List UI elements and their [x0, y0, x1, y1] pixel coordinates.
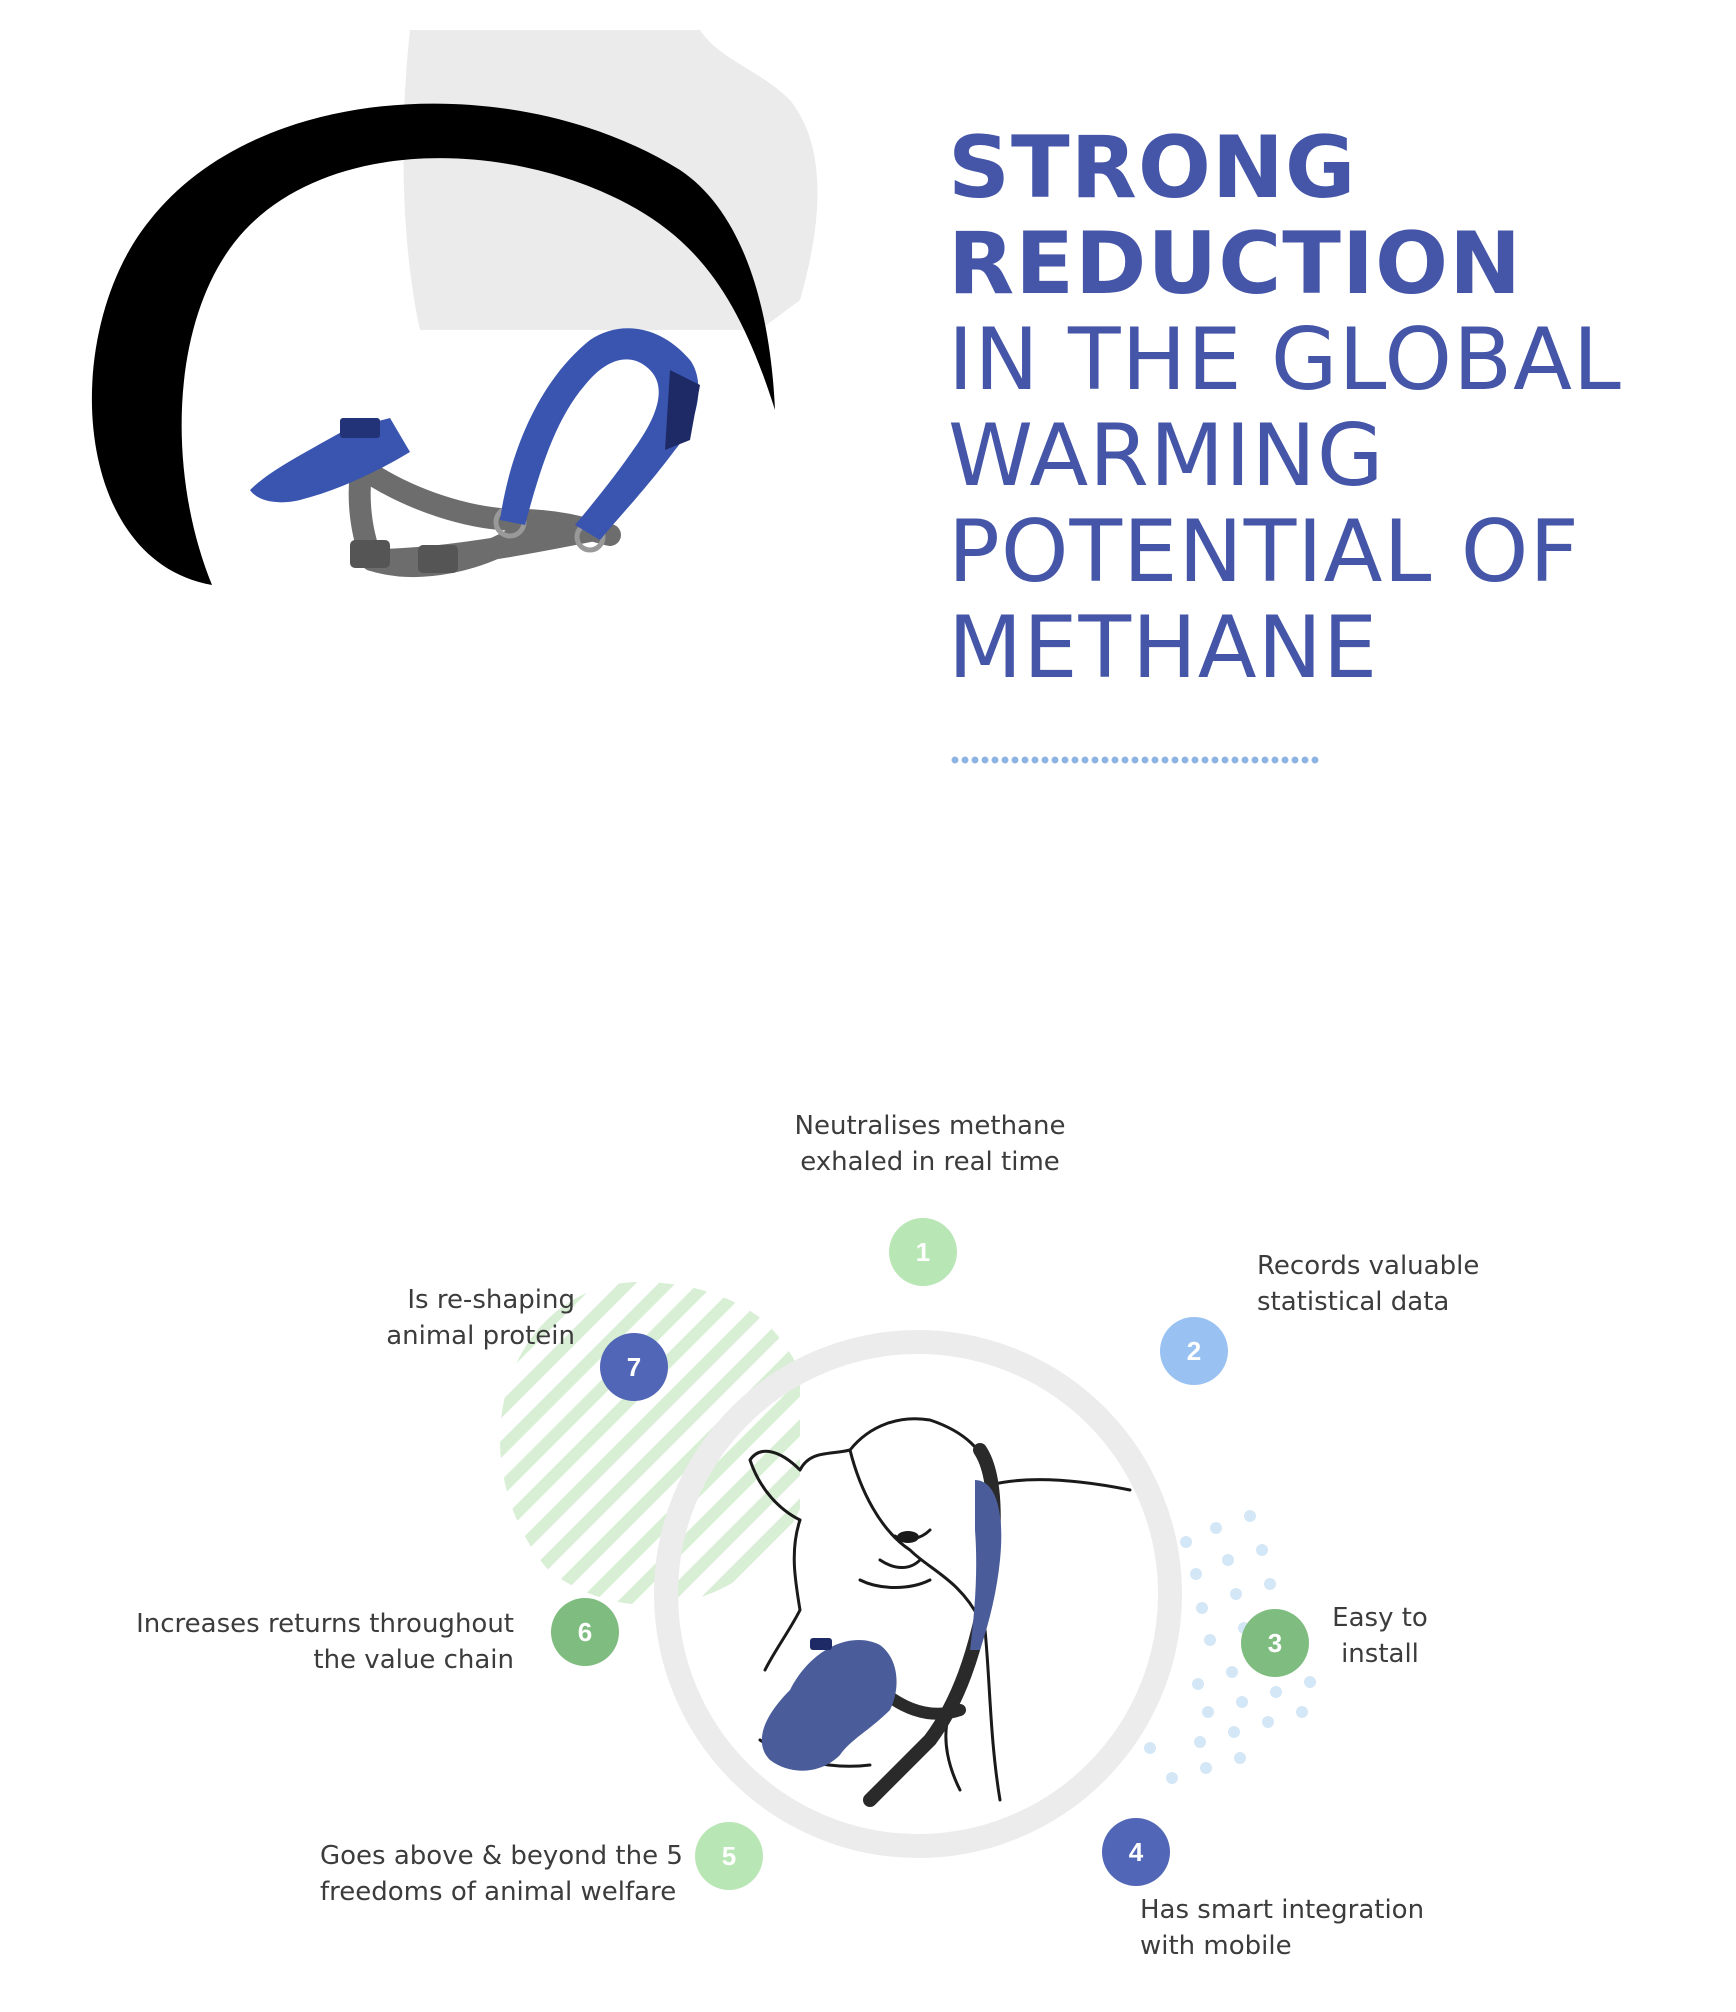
- feature-text-3: Easy to install: [1332, 1603, 1428, 1669]
- headline-line-3: IN THE GLOBAL: [948, 310, 1622, 410]
- headline-line-6: METHANE: [948, 598, 1379, 698]
- headline-bold-line-2: REDUCTION: [948, 214, 1523, 314]
- feature-text-7: Is re-shaping animal protein: [386, 1285, 575, 1351]
- headline-line-4: WARMING: [948, 406, 1385, 506]
- feature-number-7: 7: [626, 1351, 642, 1382]
- halter-product-illustration: [0, 0, 860, 640]
- dotted-divider: [950, 756, 1320, 764]
- feature-badge-3: [1241, 1609, 1309, 1677]
- feature-text-5: Goes above & beyond the 5 freedoms of animal welfare: [320, 1841, 683, 1907]
- feature-text-1: Neutralises methane exhaled in real time: [794, 1111, 1066, 1177]
- feature-text-6: Increases returns throughout the value chain: [136, 1609, 514, 1675]
- feature-text-2: Records valuable statistical data: [1257, 1251, 1480, 1317]
- feature-text-4: Has smart integration with mobile: [1140, 1895, 1425, 1961]
- feature-badge-4: [1102, 1818, 1170, 1886]
- feature-badge-7: [600, 1333, 668, 1401]
- blue-muzzle-piece: [762, 1640, 897, 1771]
- blue-side-piece: [970, 1480, 1001, 1650]
- feature-number-4: 4: [1128, 1836, 1144, 1867]
- feature-badge-1: [889, 1218, 957, 1286]
- feature-badge-2: [1160, 1317, 1228, 1385]
- headline-line-5: POTENTIAL OF: [948, 502, 1580, 602]
- feature-number-3: 3: [1267, 1627, 1283, 1658]
- headline: [948, 120, 1708, 696]
- headline-bold-line-1: STRONG: [948, 118, 1357, 218]
- feature-number-6: 6: [577, 1616, 593, 1647]
- feature-badge-6: [551, 1598, 619, 1666]
- feature-number-2: 2: [1186, 1335, 1202, 1366]
- feature-number-1: 1: [915, 1236, 931, 1267]
- feature-number-5: 5: [721, 1840, 737, 1871]
